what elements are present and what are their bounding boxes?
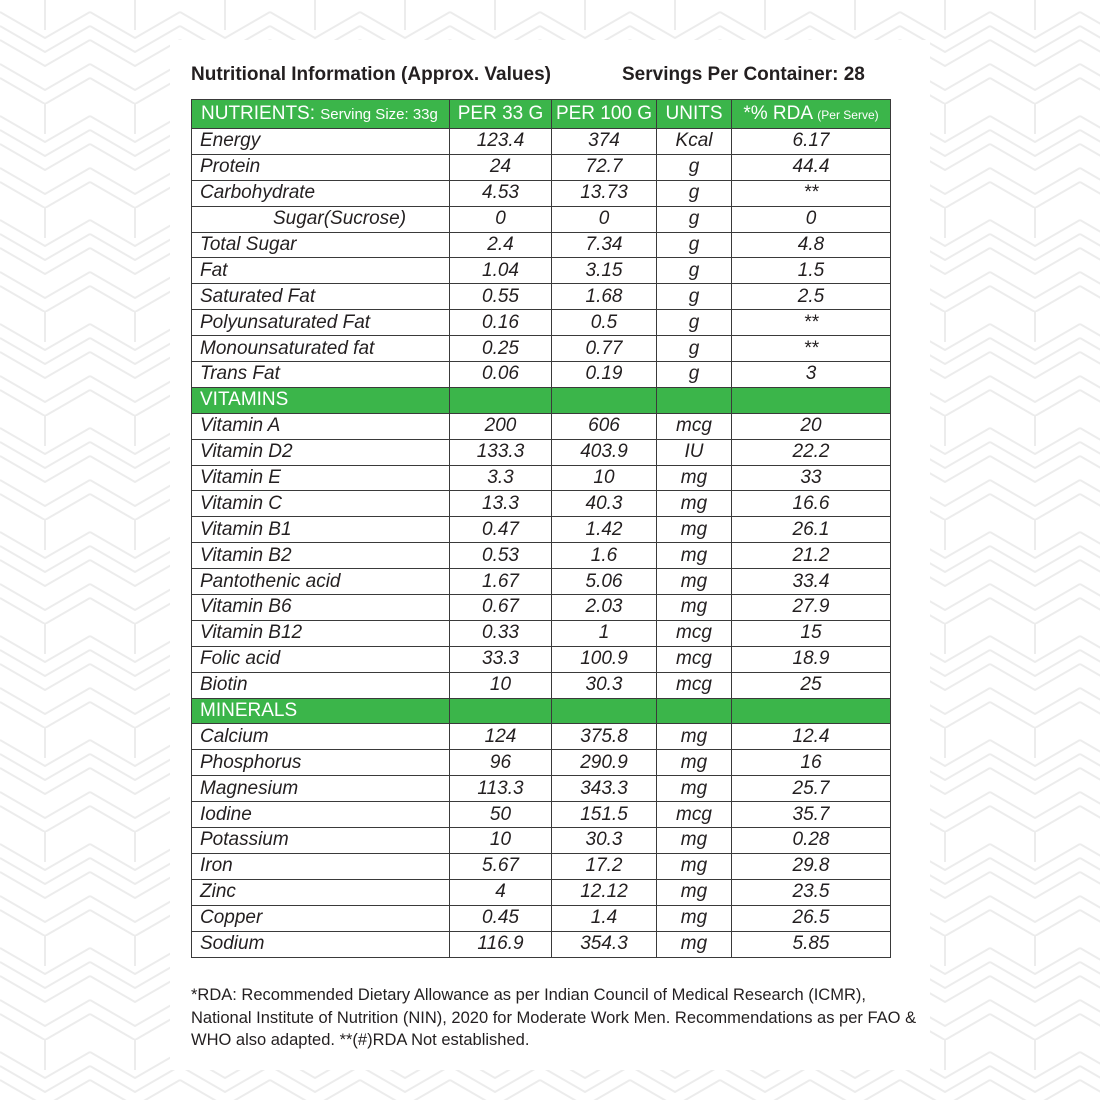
rda-percent: 6.17 [732, 129, 891, 155]
unit: mg [657, 750, 732, 776]
value-per-33g: 0.55 [450, 284, 552, 310]
unit: mg [657, 828, 732, 854]
nutrient-name: Energy [192, 129, 450, 155]
table-row [192, 724, 891, 750]
column-header-rda: *% RDA (Per Serve) [732, 100, 891, 129]
nutrient-name: Protein [192, 154, 450, 180]
serving-size-label: Serving Size: 33g [320, 105, 438, 123]
rda-percent: 15 [732, 620, 891, 646]
value-per-100g: 5.06 [552, 569, 657, 595]
nutrition-table [191, 99, 891, 958]
value-per-100g: 1 [552, 620, 657, 646]
unit: mcg [657, 672, 732, 698]
rda-percent: 25.7 [732, 776, 891, 802]
table-row [192, 491, 891, 517]
column-header-per-100g: PER 100 G [552, 100, 657, 129]
value-per-33g: 116.9 [450, 931, 552, 957]
rda-percent: 3 [732, 362, 891, 388]
table-header-row [192, 100, 891, 129]
unit: g [657, 258, 732, 284]
nutrient-name: Monounsaturated fat [192, 336, 450, 362]
nutrient-name: Vitamin C [192, 491, 450, 517]
nutrient-name: Zinc [192, 879, 450, 905]
section-label: VITAMINS [192, 387, 450, 413]
nutrient-name: Pantothenic acid [192, 569, 450, 595]
value-per-100g: 13.73 [552, 180, 657, 206]
rda-percent: 33 [732, 465, 891, 491]
value-per-33g: 4.53 [450, 180, 552, 206]
unit: mcg [657, 802, 732, 828]
nutrition-title: Nutritional Information (Approx. Values) [191, 64, 551, 85]
value-per-100g: 0.77 [552, 336, 657, 362]
nutrient-name: Calcium [192, 724, 450, 750]
value-per-33g: 113.3 [450, 776, 552, 802]
nutrient-name: Vitamin B12 [192, 620, 450, 646]
value-per-33g: 124 [450, 724, 552, 750]
value-per-100g: 2.03 [552, 595, 657, 621]
rda-percent: ** [732, 180, 891, 206]
unit: mcg [657, 620, 732, 646]
value-per-100g: 1.6 [552, 543, 657, 569]
value-per-100g: 40.3 [552, 491, 657, 517]
nutrient-name: Vitamin B1 [192, 517, 450, 543]
value-per-33g: 1.67 [450, 569, 552, 595]
value-per-100g: 403.9 [552, 439, 657, 465]
table-row [192, 672, 891, 698]
unit: g [657, 310, 732, 336]
rda-percent: 22.2 [732, 439, 891, 465]
value-per-33g: 133.3 [450, 439, 552, 465]
value-per-33g: 0.45 [450, 905, 552, 931]
unit: g [657, 362, 732, 388]
unit: mg [657, 853, 732, 879]
value-per-33g: 50 [450, 802, 552, 828]
unit: mg [657, 776, 732, 802]
nutrient-name: Vitamin D2 [192, 439, 450, 465]
table-row [192, 129, 891, 155]
nutrient-name: Phosphorus [192, 750, 450, 776]
nutrient-name: Iron [192, 853, 450, 879]
unit: mg [657, 724, 732, 750]
value-per-100g: 0.19 [552, 362, 657, 388]
table-row [192, 543, 891, 569]
rda-footnote: *RDA: Recommended Dietary Allowance as per Indian Council of Medical Research (ICMR), National Institute of Nutrition (NIN), 2020 for Moderate Work Men. Recommendations as per FAO & WHO also adapted. **(#)RDA Not established. [191, 986, 917, 1050]
nutrient-name: Iodine [192, 802, 450, 828]
value-per-33g: 0.67 [450, 595, 552, 621]
table-row [192, 879, 891, 905]
rda-percent: 26.5 [732, 905, 891, 931]
section-empty-cell [450, 387, 552, 413]
value-per-33g: 5.67 [450, 853, 552, 879]
rda-percent: 1.5 [732, 258, 891, 284]
nutrient-name: Magnesium [192, 776, 450, 802]
table-row [192, 802, 891, 828]
table-row [192, 413, 891, 439]
value-per-100g: 151.5 [552, 802, 657, 828]
section-empty-cell [657, 387, 732, 413]
value-per-100g: 0.5 [552, 310, 657, 336]
rda-percent: 18.9 [732, 646, 891, 672]
value-per-33g: 0.47 [450, 517, 552, 543]
nutrition-table-body [192, 129, 891, 958]
value-per-100g: 7.34 [552, 232, 657, 258]
unit: g [657, 336, 732, 362]
section-empty-cell [657, 698, 732, 724]
rda-percent: ** [732, 336, 891, 362]
value-per-33g: 1.04 [450, 258, 552, 284]
rda-percent: 12.4 [732, 724, 891, 750]
unit: g [657, 284, 732, 310]
value-per-100g: 1.68 [552, 284, 657, 310]
value-per-100g: 17.2 [552, 853, 657, 879]
nutrient-name: Biotin [192, 672, 450, 698]
unit: mg [657, 491, 732, 517]
nutrient-name: Fat [192, 258, 450, 284]
table-row [192, 154, 891, 180]
value-per-100g: 290.9 [552, 750, 657, 776]
table-row [192, 646, 891, 672]
rda-percent: 16 [732, 750, 891, 776]
rda-percent: 20 [732, 413, 891, 439]
section-header-minerals [192, 698, 891, 724]
value-per-100g: 0 [552, 206, 657, 232]
unit: g [657, 180, 732, 206]
table-row [192, 853, 891, 879]
table-row [192, 439, 891, 465]
value-per-33g: 10 [450, 828, 552, 854]
value-per-33g: 0.06 [450, 362, 552, 388]
value-per-100g: 374 [552, 129, 657, 155]
value-per-100g: 30.3 [552, 672, 657, 698]
table-row [192, 206, 891, 232]
rda-percent: 44.4 [732, 154, 891, 180]
nutrient-name: Copper [192, 905, 450, 931]
table-row [192, 776, 891, 802]
value-per-33g: 3.3 [450, 465, 552, 491]
unit: g [657, 154, 732, 180]
table-row [192, 284, 891, 310]
value-per-33g: 0 [450, 206, 552, 232]
table-row [192, 517, 891, 543]
value-per-33g: 0.25 [450, 336, 552, 362]
unit: mg [657, 595, 732, 621]
unit: IU [657, 439, 732, 465]
table-row [192, 180, 891, 206]
table-row [192, 931, 891, 957]
table-row [192, 310, 891, 336]
rda-percent: 5.85 [732, 931, 891, 957]
nutrient-name: Total Sugar [192, 232, 450, 258]
section-empty-cell [552, 698, 657, 724]
value-per-100g: 354.3 [552, 931, 657, 957]
value-per-33g: 96 [450, 750, 552, 776]
nutrient-name: Saturated Fat [192, 284, 450, 310]
nutrient-name: Potassium [192, 828, 450, 854]
unit: mg [657, 465, 732, 491]
unit: mcg [657, 413, 732, 439]
unit: mg [657, 569, 732, 595]
rda-percent: 35.7 [732, 802, 891, 828]
section-empty-cell [732, 387, 891, 413]
table-row [192, 750, 891, 776]
table-row [192, 595, 891, 621]
rda-percent: 4.8 [732, 232, 891, 258]
rda-percent: 29.8 [732, 853, 891, 879]
nutrient-name: Vitamin A [192, 413, 450, 439]
rda-note: (Per Serve) [817, 107, 879, 122]
rda-percent: 33.4 [732, 569, 891, 595]
nutrient-name: Vitamin B6 [192, 595, 450, 621]
value-per-100g: 1.42 [552, 517, 657, 543]
table-row [192, 336, 891, 362]
unit: mg [657, 543, 732, 569]
column-header-units: UNITS [657, 100, 732, 129]
value-per-33g: 10 [450, 672, 552, 698]
rda-percent: 0 [732, 206, 891, 232]
rda-percent: 25 [732, 672, 891, 698]
value-per-100g: 606 [552, 413, 657, 439]
value-per-100g: 343.3 [552, 776, 657, 802]
column-header-nutrients: NUTRIENTS: Serving Size: 33g [192, 100, 450, 129]
table-row [192, 232, 891, 258]
value-per-33g: 13.3 [450, 491, 552, 517]
rda-percent: 23.5 [732, 879, 891, 905]
section-empty-cell [552, 387, 657, 413]
nutrient-name: Sodium [192, 931, 450, 957]
section-header-vitamins [192, 387, 891, 413]
unit: mg [657, 905, 732, 931]
table-row [192, 905, 891, 931]
unit: Kcal [657, 129, 732, 155]
nutrient-name: Folic acid [192, 646, 450, 672]
nutrient-name: Carbohydrate [192, 180, 450, 206]
table-row [192, 569, 891, 595]
value-per-33g: 4 [450, 879, 552, 905]
value-per-33g: 123.4 [450, 129, 552, 155]
value-per-33g: 33.3 [450, 646, 552, 672]
table-row [192, 258, 891, 284]
nutrient-name: Sugar(Sucrose) [192, 206, 450, 232]
rda-percent: 16.6 [732, 491, 891, 517]
table-row [192, 620, 891, 646]
section-label: MINERALS [192, 698, 450, 724]
rda-percent: 27.9 [732, 595, 891, 621]
unit: mg [657, 879, 732, 905]
rda-percent: 0.28 [732, 828, 891, 854]
value-per-33g: 0.16 [450, 310, 552, 336]
value-per-100g: 100.9 [552, 646, 657, 672]
nutrient-name: Trans Fat [192, 362, 450, 388]
value-per-100g: 3.15 [552, 258, 657, 284]
rda-percent: 21.2 [732, 543, 891, 569]
value-per-100g: 375.8 [552, 724, 657, 750]
servings-per-container: Servings Per Container: 28 [622, 64, 865, 85]
nutrient-name: Vitamin E [192, 465, 450, 491]
nutrient-name: Vitamin B2 [192, 543, 450, 569]
rda-percent: ** [732, 310, 891, 336]
value-per-100g: 10 [552, 465, 657, 491]
unit: g [657, 206, 732, 232]
column-header-per-33g: PER 33 G [450, 100, 552, 129]
value-per-100g: 72.7 [552, 154, 657, 180]
unit: g [657, 232, 732, 258]
value-per-33g: 2.4 [450, 232, 552, 258]
rda-percent: 26.1 [732, 517, 891, 543]
value-per-33g: 200 [450, 413, 552, 439]
section-empty-cell [450, 698, 552, 724]
section-empty-cell [732, 698, 891, 724]
value-per-33g: 24 [450, 154, 552, 180]
value-per-100g: 1.4 [552, 905, 657, 931]
table-row [192, 362, 891, 388]
nutrient-name: Polyunsaturated Fat [192, 310, 450, 336]
unit: mcg [657, 646, 732, 672]
value-per-33g: 0.53 [450, 543, 552, 569]
value-per-100g: 12.12 [552, 879, 657, 905]
value-per-100g: 30.3 [552, 828, 657, 854]
value-per-33g: 0.33 [450, 620, 552, 646]
table-row [192, 465, 891, 491]
table-row [192, 828, 891, 854]
rda-percent: 2.5 [732, 284, 891, 310]
unit: mg [657, 931, 732, 957]
unit: mg [657, 517, 732, 543]
